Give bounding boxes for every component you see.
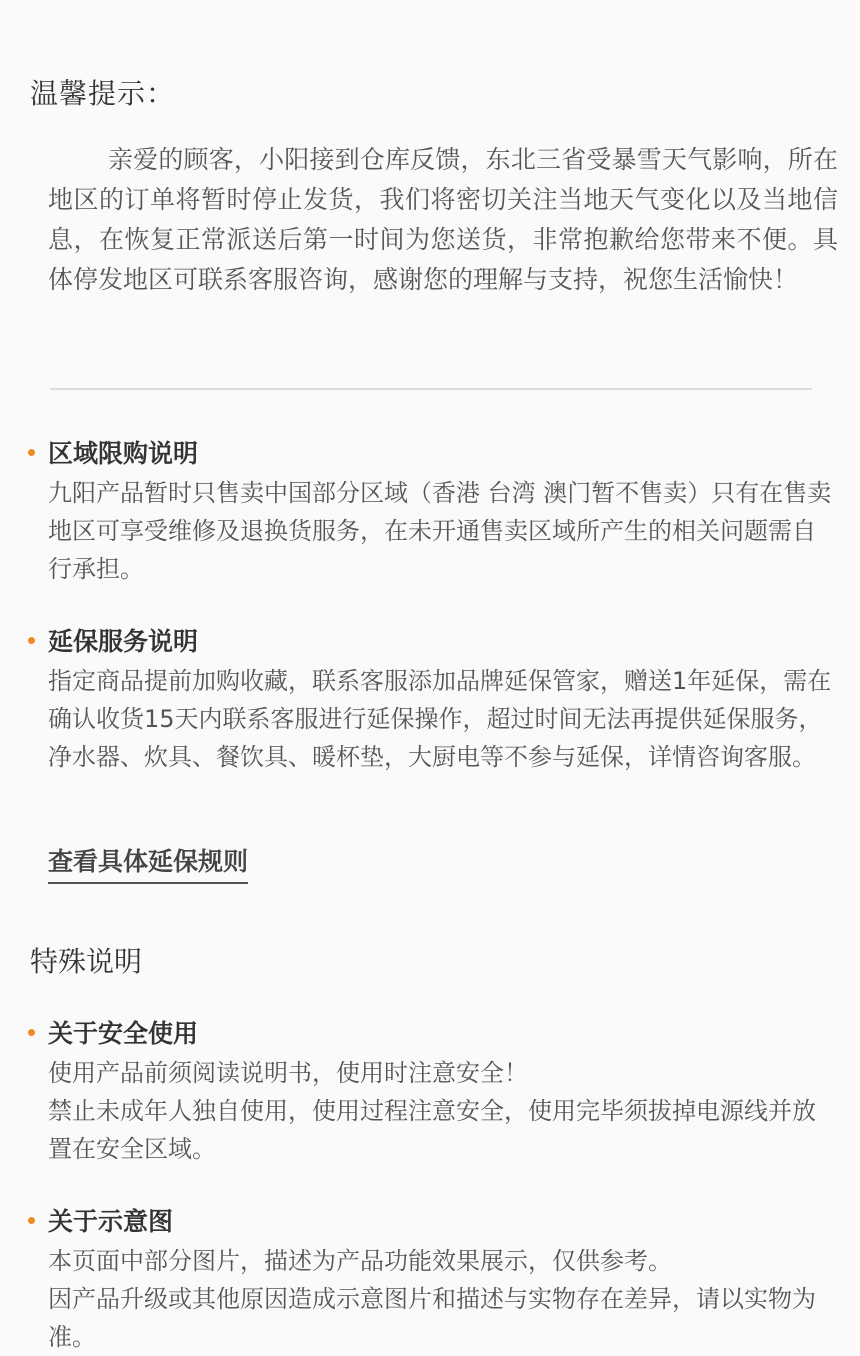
region-limit-section [0, 430, 860, 588]
safety-section [0, 1010, 860, 1168]
warranty-section [0, 618, 860, 776]
bullet-dot-icon [28, 637, 35, 644]
notice-title: 温馨提示： [30, 77, 176, 110]
illustration-title: 关于示意图 [48, 1207, 174, 1236]
region-limit-title: 区域限购说明 [48, 439, 199, 468]
bullet-dot-icon [28, 1029, 35, 1036]
divider [50, 388, 812, 390]
illustration-section [0, 1198, 860, 1356]
notice-body: 亲爱的顾客，小阳接到仓库反馈，东北三省受暴雪天气影响，所在地区的订单将暂时停止发货，我们将密切关注当地天气变化以及当地信息，在恢复正常派送后第一时间为您送货，非常抱歉给您带来不便。具体停发地区可联系客服咨询，感谢您的理解与支持，祝您生活愉快！ [48, 145, 838, 294]
region-limit-text: 九阳产品暂时只售卖中国部分区域（香港 台湾 澳门暂不售卖）只有在售卖地区可享受维修及退换货服务，在未开通售卖区域所产生的相关问题需自行承担。 [48, 479, 832, 583]
bullet-dot-icon [28, 1217, 35, 1224]
bullet-dot-icon [28, 449, 35, 456]
safety-text-2: 禁止未成年人独自使用，使用过程注意安全，使用完毕须拔掉电源线并放置在安全区域。 [48, 1097, 816, 1163]
warranty-rules-link[interactable]: 查看具体延保规则 [48, 842, 248, 884]
safety-text-1: 使用产品前须阅读说明书，使用时注意安全！ [48, 1059, 528, 1087]
safety-title: 关于安全使用 [48, 1019, 199, 1048]
warranty-text: 指定商品提前加购收藏，联系客服添加品牌延保管家，赠送1年延保，需在确认收货15天内联系客服进行延保操作，超过时间无法再提供延保服务，净水器、炊具、餐饮具、暖杯垫，大厨电等不参与延保，详情咨询客服。 [48, 667, 832, 771]
special-title: 特殊说明 [30, 945, 143, 978]
warranty-title: 延保服务说明 [48, 627, 199, 656]
illustration-text-2: 因产品升级或其他原因造成示意图片和描述与实物存在差异，请以实物为准。 [48, 1285, 816, 1351]
illustration-text-1: 本页面中部分图片，描述为产品功能效果展示，仅供参考。 [48, 1247, 672, 1275]
